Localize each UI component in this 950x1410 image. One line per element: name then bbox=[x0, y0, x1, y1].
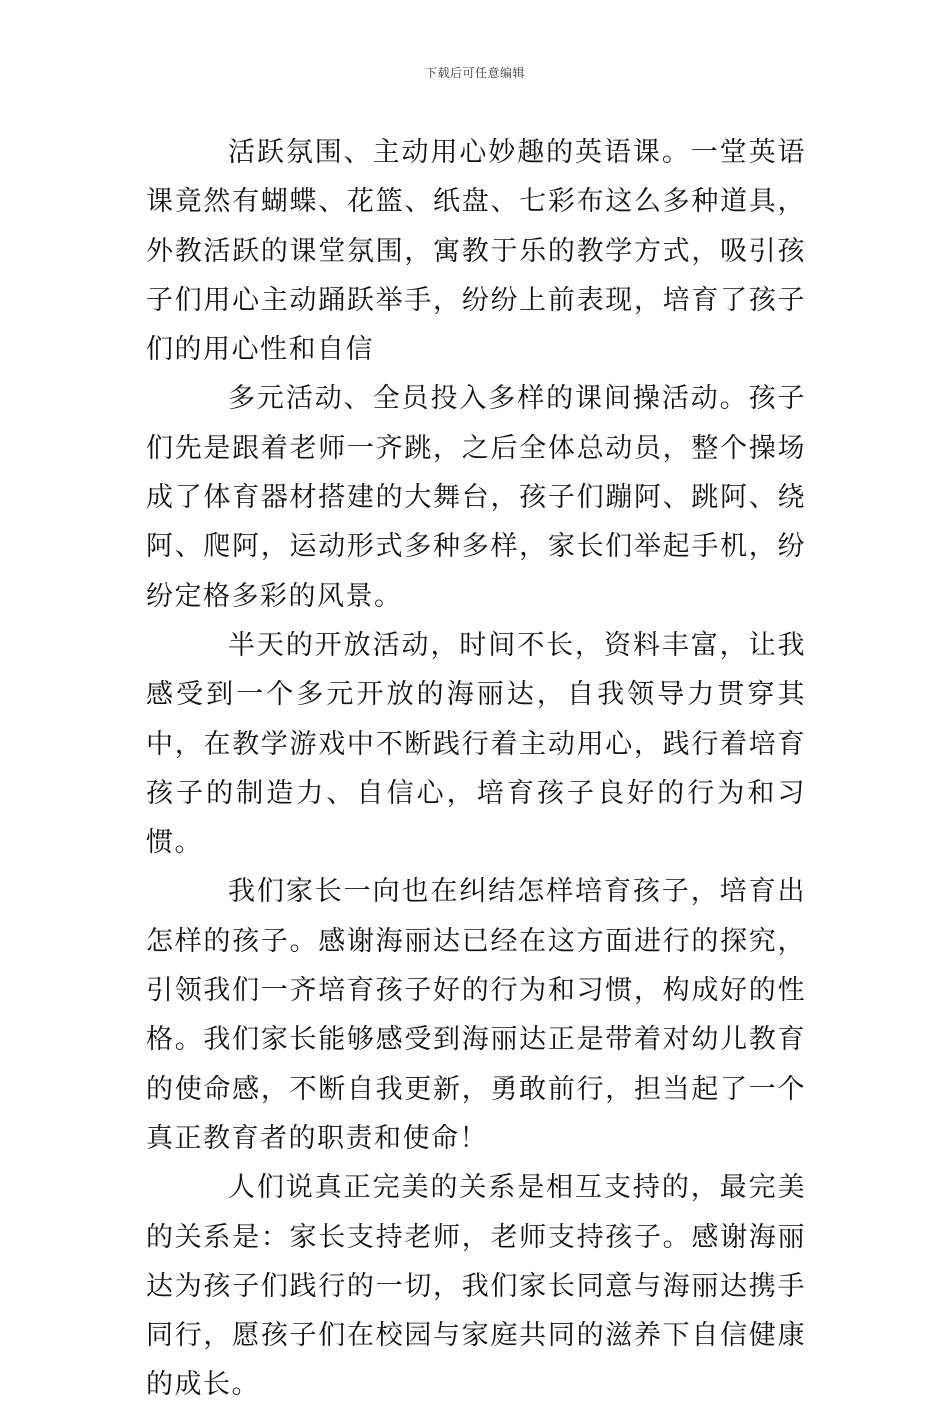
paragraph-parents-reflection: 我们家长一向也在纠结怎样培育孩子，培育出怎样的孩子。感谢海丽达已经在这方面进行的探究，引领我们一齐培育孩子好的行为和习惯，构成好的性格。我们家长能够感受到海丽达正是带着对幼儿教育的使命感，不断自我更新，勇敢前行，担当起了一个真正教育者的职责和使命！ bbox=[146, 876, 806, 1154]
document-body bbox=[146, 128, 806, 1410]
paragraph-english-class: 活跃氛围、主动用心妙趣的英语课。一堂英语课竟然有蝴蝶、花篮、纸盘、七彩布这么多种道具，外教活跃的课堂氛围，寓教于乐的教学方式，吸引孩子们用心主动踊跃举手，纷纷上前表现，培育了孩子们的用心性和自信 bbox=[146, 137, 806, 366]
paragraph-exercise-activity: 多元活动、全员投入多样的课间操活动。孩子们先是跟着老师一齐跳，之后全体总动员，整个操场成了体育器材搭建的大舞台，孩子们蹦阿、跳阿、绕阿、爬阿，运动形式多种多样，家长们举起手机，纷纷定格多彩的风景。 bbox=[146, 383, 806, 612]
header-note: 下载后可任意编辑 bbox=[424, 66, 525, 80]
paragraph-open-day: 半天的开放活动，时间不长，资料丰富，让我感受到一个多元开放的海丽达，自我领导力贯穿其中，在教学游戏中不断践行着主动用心，践行着培育孩子的制造力、自信心，培育孩子良好的行为和习惯。 bbox=[146, 629, 806, 859]
paragraph-closing: 人们说真正完美的关系是相互支持的，最完美的关系是：家长支持老师，老师支持孩子。感谢海丽达为孩子们践行的一切，我们家长同意与海丽达携手同行，愿孩子们在校园与家庭共同的滋养下自信健康的成长。 bbox=[146, 1172, 806, 1401]
